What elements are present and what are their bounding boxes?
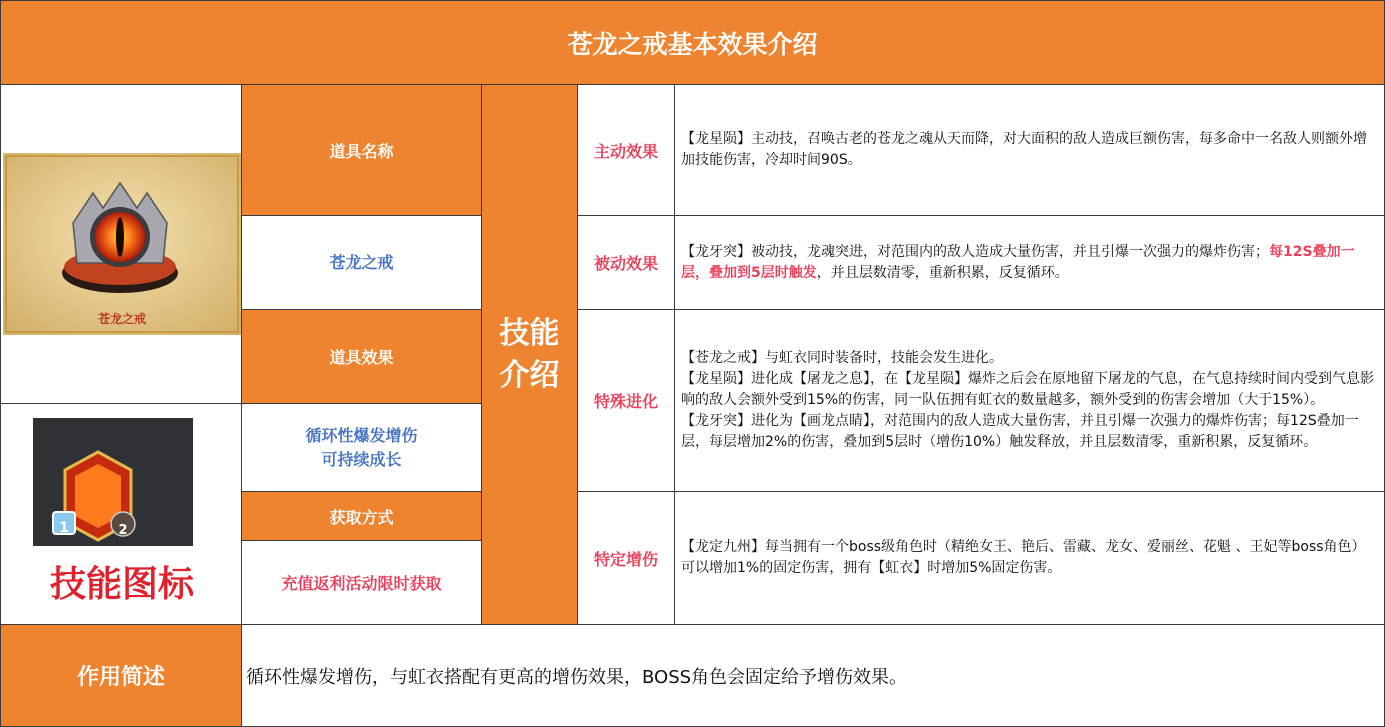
evolution-line-2: 【龙星陨】进化成【屠龙之息】，在【龙星陨】爆炸之后会在原地留下屠龙的气息，在气息持续时间内受到气息影响的敌人会额外受到15%的伤害，同一队伍拥有虹衣的数量越多，额外受到的伤害会增加（大于15%）。 <box>681 371 1374 408</box>
evolution-line-3: 【龙牙突】进化为【画龙点睛】，对范围内的敌人造成大量伤害，并且引爆一次强力的爆炸伤害；每12S叠加一层，每层增加2%的伤害，叠加到5层时（增伤10%）触发释放，并且层数清零，重新积累，反复循环。 <box>681 413 1359 450</box>
effect-desc-evolution <box>674 309 1385 492</box>
item-name-label: 道具名称 <box>241 84 482 216</box>
ring-image <box>3 153 241 335</box>
acquire-label: 获取方式 <box>241 491 482 541</box>
effect-desc-passive <box>674 215 1385 310</box>
skill-intro-header-line1: 技能 <box>499 315 560 351</box>
skill-icon-badge-1: 1 <box>59 520 69 536</box>
summary-text: 循环性爆发增伤，与虹衣搭配有更高的增伤效果，BOSS角色会固定给予增伤效果。 <box>241 624 1385 727</box>
skill-intro-header <box>481 84 578 625</box>
item-effect-value-line1: 循环性爆发增伤 <box>305 425 418 445</box>
passive-text-highlight: 每12S叠加一层，叠加到5层时触发 <box>681 243 1355 281</box>
effect-desc-active <box>674 84 1385 216</box>
passive-text-after: ，并且层数清零，重新积累，反复循环。 <box>816 264 1069 281</box>
effect-label-passive: 被动效果 <box>577 215 675 310</box>
effect-desc-passive-text <box>681 242 1378 284</box>
effect-label-active: 主动效果 <box>577 84 675 216</box>
table-title: 苍龙之戒基本效果介绍 <box>567 29 818 59</box>
effect-desc-active-text: 【龙星陨】主动技，召唤古老的苍龙之魂从天而降，对大面积的敌人造成巨额伤害，每多命中一名敌人则额外增加技能伤害，冷却时间90S。 <box>681 131 1367 168</box>
skill-icon-cell <box>0 403 242 625</box>
effect-label-evolution: 特殊进化 <box>577 309 675 492</box>
effect-label-bonus: 特定增伤 <box>577 491 675 625</box>
skill-intro-header-line2: 介绍 <box>499 357 560 393</box>
item-effect-label: 道具效果 <box>241 309 482 404</box>
skill-icon-badge-2: 2 <box>118 523 128 538</box>
ring-image-caption: 苍龙之戒 <box>97 312 146 326</box>
effect-desc-bonus <box>674 491 1385 625</box>
summary-label: 作用简述 <box>0 624 242 727</box>
table-title-bar <box>0 0 1385 85</box>
passive-text-before: 【龙牙突】被动技，龙魂突进，对范围内的敌人造成大量伤害，并且引爆一次强力的爆炸伤害； <box>681 243 1269 260</box>
skill-icon-caption: 技能图标 <box>49 564 194 605</box>
item-name-value: 苍龙之戒 <box>241 215 482 310</box>
item-image-cell <box>0 84 242 404</box>
item-effect-value-line2: 可持续成长 <box>321 449 402 469</box>
effect-desc-bonus-text: 【龙定九州】每当拥有一个boss级角色时（精绝女王、艳后、雷藏、龙女、爱丽丝、花魁 、王妃等boss角色）可以增加1%的固定伤害，拥有【虹衣】时增加5%固定伤害。 <box>681 539 1366 576</box>
evolution-line-1: 【苍龙之戒】与虹衣同时装备时，技能会发生进化。 <box>681 350 1003 366</box>
acquire-value: 充值返利活动限时获取 <box>241 540 482 625</box>
item-effect-value <box>241 403 482 492</box>
